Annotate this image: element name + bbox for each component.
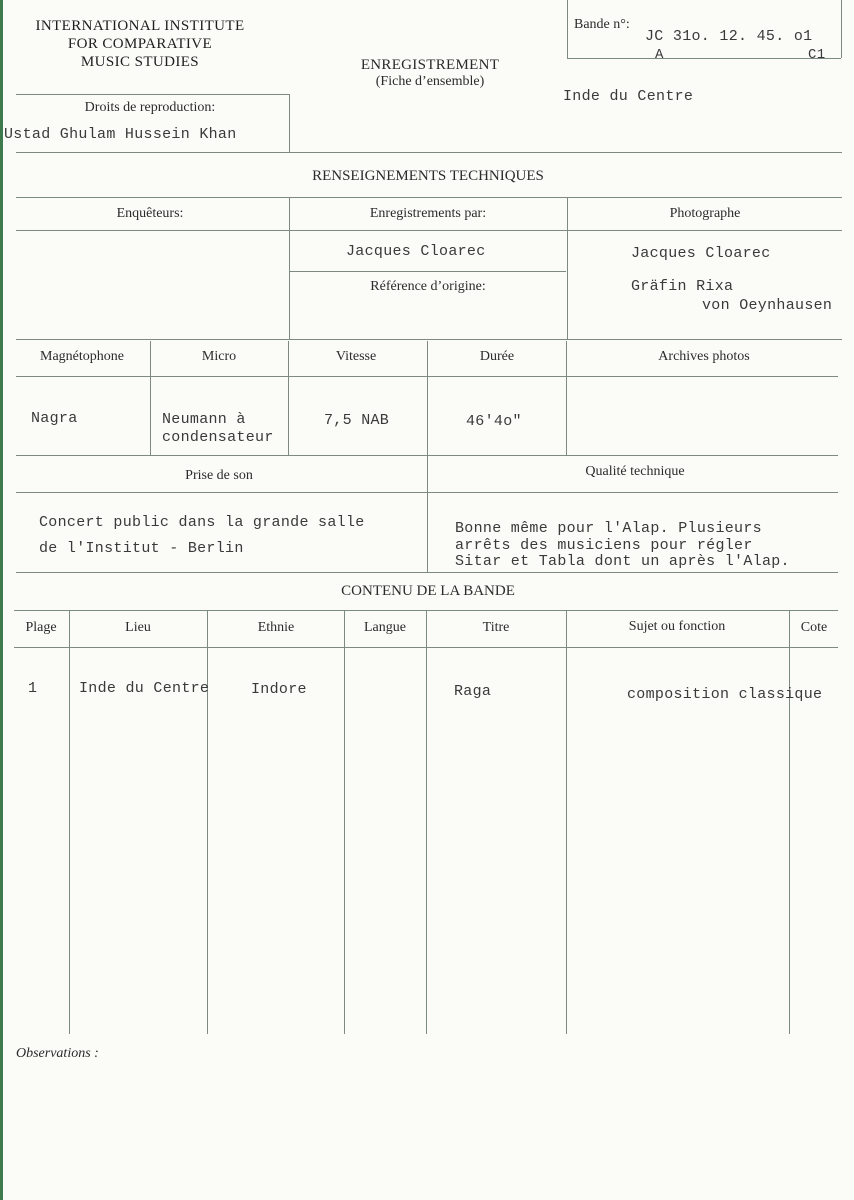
col-divider-equipment-2	[288, 341, 289, 455]
institute-line-2: FOR COMPARATIVE	[67, 36, 213, 52]
row-titre: Raga	[454, 683, 492, 700]
row-plage: 1	[28, 680, 38, 697]
qualite-line-2: arrêts des musiciens pour régler	[455, 537, 753, 554]
institute-line-1: INTERNATIONAL INSTITUTE	[35, 18, 245, 34]
divider-prise-header	[16, 492, 838, 493]
cote-header: Cote	[800, 620, 828, 635]
divider-reference	[290, 271, 566, 272]
qualite-line-1: Bonne même pour l'Alap. Plusieurs	[455, 520, 762, 537]
vitesse-value: 7,5 NAB	[324, 412, 390, 429]
col-divider-personnel-1	[289, 197, 290, 339]
bande-box-right-border	[841, 0, 842, 58]
col-divider-contenu-5	[566, 610, 567, 1034]
enregistrements-label: Enregistrements par:	[369, 206, 487, 221]
sujet-header: Sujet ou fonction	[628, 619, 726, 634]
photographe-line-3: von Oeynhausen	[702, 297, 833, 314]
col-divider-contenu-2	[207, 610, 208, 1034]
col-divider-prise	[427, 455, 428, 572]
section-technique-title: RENSEIGNEMENTS TECHNIQUES	[312, 168, 544, 184]
photographe-line-2: Gräfin Rixa	[631, 278, 734, 295]
qualite-label: Qualité technique	[585, 464, 685, 479]
duree-header: Durée	[479, 349, 515, 364]
row-ethnie: Indore	[251, 681, 307, 698]
micro-value-line-1: Neumann à	[162, 411, 246, 428]
col-divider-contenu-1	[69, 610, 70, 1034]
micro-value-line-2: condensateur	[162, 429, 274, 446]
col-divider-equipment-4	[566, 341, 567, 455]
enregistrements-value: Jacques Cloarec	[346, 243, 486, 260]
divider-personnel-header	[16, 230, 842, 231]
observations-label: Observations :	[16, 1046, 99, 1061]
langue-header: Langue	[364, 620, 406, 635]
bande-code: C1	[808, 47, 826, 63]
row-lieu: Inde du Centre	[79, 680, 210, 697]
photographe-label: Photographe	[669, 206, 741, 221]
region-value: Inde du Centre	[563, 88, 694, 105]
col-divider-contenu-3	[344, 610, 345, 1034]
droits-top-border	[16, 94, 289, 95]
bande-side: A	[655, 47, 664, 63]
form-title-main: ENREGISTREMENT	[360, 57, 500, 73]
divider-technique-header	[16, 197, 842, 198]
page-edge	[0, 0, 3, 1200]
qualite-line-3: Sitar et Tabla dont un après l'Alap.	[455, 553, 790, 570]
divider-technique-top	[16, 152, 842, 153]
bande-number: JC 31o. 12. 45. o1	[645, 28, 813, 45]
prise-de-son-line-1: Concert public dans la grande salle	[39, 514, 365, 531]
bande-box-bottom-border	[567, 58, 841, 59]
divider-contenu-top	[16, 572, 838, 573]
droits-right-border	[289, 94, 290, 152]
lieu-header: Lieu	[125, 620, 151, 635]
row-sujet: composition classique	[627, 686, 823, 703]
duree-value: 46'4o"	[466, 413, 522, 430]
institute-line-3: MUSIC STUDIES	[80, 54, 200, 70]
magnetophone-header: Magnétophone	[40, 349, 124, 364]
bande-label: Bande n°:	[574, 17, 630, 32]
section-contenu-title: CONTENU DE LA BANDE	[341, 583, 515, 599]
droits-label: Droits de reproduction:	[84, 100, 216, 115]
enqueteurs-label: Enquêteurs:	[116, 206, 184, 221]
bande-box-left-border	[567, 0, 568, 58]
prise-de-son-label: Prise de son	[185, 468, 253, 483]
droits-value: Ustad Ghulam Hussein Khan	[4, 126, 237, 143]
form-title-sub: (Fiche d’ensemble)	[375, 74, 485, 89]
micro-header: Micro	[201, 349, 237, 364]
col-divider-equipment-3	[427, 341, 428, 455]
vitesse-header: Vitesse	[335, 349, 377, 364]
col-divider-personnel-2	[567, 197, 568, 339]
col-divider-equipment-1	[150, 341, 151, 455]
col-divider-contenu-4	[426, 610, 427, 1034]
plage-header: Plage	[25, 620, 57, 635]
photographe-line-1: Jacques Cloarec	[631, 245, 771, 262]
reference-label: Référence d’origine:	[370, 279, 486, 294]
ethnie-header: Ethnie	[257, 620, 295, 635]
magnetophone-value: Nagra	[31, 410, 78, 427]
col-divider-contenu-6	[789, 610, 790, 1034]
divider-equipment-top	[16, 339, 842, 340]
institute-name	[16, 17, 264, 71]
archives-header: Archives photos	[658, 349, 750, 364]
form-title	[330, 57, 530, 90]
prise-de-son-line-2: de l'Institut - Berlin	[39, 540, 244, 557]
titre-header: Titre	[482, 620, 510, 635]
